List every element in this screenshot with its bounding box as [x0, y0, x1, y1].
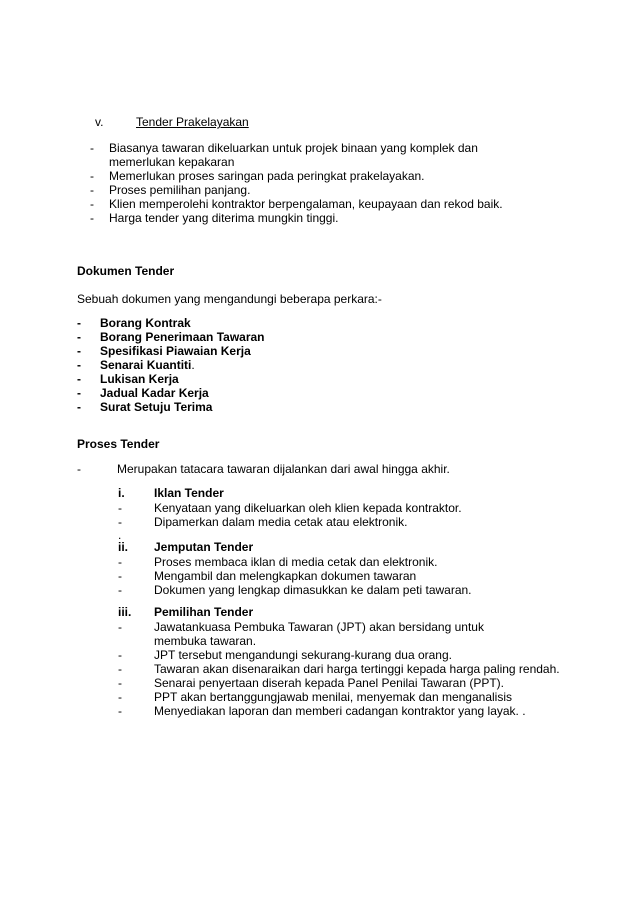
bullet-dash: -	[77, 386, 81, 400]
list-item: Tawaran akan disenaraikan dari harga tertinggi kepada harga paling rendah.	[154, 662, 560, 676]
bullet-dash: -	[118, 555, 122, 569]
bullet-dash: -	[90, 211, 94, 225]
subsection-title: Iklan Tender	[154, 486, 224, 500]
bullet-dash: -	[118, 704, 122, 718]
trailing-period: .	[191, 358, 195, 372]
subsection-title: Pemilihan Tender	[154, 605, 254, 619]
bullet-dash: -	[118, 569, 122, 583]
bullet-dash: -	[90, 169, 94, 183]
list-item	[100, 358, 195, 372]
list-item: Dokumen yang lengkap dimasukkan ke dalam peti tawaran.	[154, 583, 472, 597]
list-item: Lukisan Kerja	[100, 372, 179, 386]
subsection-numeral: i.	[118, 486, 125, 500]
bullet-dash: -	[77, 372, 81, 386]
bullet-dash: -	[77, 344, 81, 358]
list-item-text: Senarai Kuantiti	[100, 358, 192, 372]
bullet-dash: -	[77, 330, 81, 344]
bullet-dash: -	[90, 197, 94, 211]
stray-period: .	[118, 528, 122, 542]
list-item: Harga tender yang diterima mungkin tinggi.	[109, 211, 339, 225]
subsection-numeral: iii.	[118, 605, 132, 619]
section-numeral: v.	[95, 115, 104, 129]
list-item: Jadual Kadar Kerja	[100, 386, 209, 400]
list-item: Klien memperolehi kontraktor berpengalaman, keupayaan dan rekod baik.	[109, 197, 503, 211]
paragraph: Sebuah dokumen yang mengandungi beberapa perkara:-	[77, 292, 382, 306]
subsection-title: Jemputan Tender	[154, 540, 254, 554]
list-item: Kenyataan yang dikeluarkan oleh klien kepada kontraktor.	[154, 501, 462, 515]
list-item: Biasanya tawaran dikeluarkan untuk projek binaan yang komplek dan memerlukan kepakaran	[109, 141, 478, 169]
bullet-dash: -	[118, 690, 122, 704]
bullet-dash: -	[118, 662, 122, 676]
list-item: Borang Penerimaan Tawaran	[100, 330, 265, 344]
list-item: Memerlukan proses saringan pada peringkat prakelayakan.	[109, 169, 425, 183]
bullet-dash: -	[118, 515, 122, 529]
paragraph: Merupakan tatacara tawaran dijalankan dari awal hingga akhir.	[117, 462, 450, 476]
section-heading: Dokumen Tender	[77, 264, 175, 278]
list-item: Borang Kontrak	[100, 316, 191, 330]
list-item: Proses membaca iklan di media cetak dan elektronik.	[154, 555, 438, 569]
bullet-dash: -	[118, 501, 122, 515]
bullet-dash: -	[77, 358, 81, 372]
bullet-dash: -	[77, 316, 81, 330]
list-item: Spesifikasi Piawaian Kerja	[100, 344, 251, 358]
bullet-dash: -	[118, 620, 122, 634]
list-item: JPT tersebut mengandungi sekurang-kurang dua orang.	[154, 648, 452, 662]
list-item: Jawatankuasa Pembuka Tawaran (JPT) akan bersidang untuk membuka tawaran.	[154, 620, 484, 648]
list-item: Mengambil dan melengkapkan dokumen tawaran	[154, 569, 417, 583]
bullet-dash: -	[90, 183, 94, 197]
bullet-dash: -	[118, 648, 122, 662]
list-item: Proses pemilihan panjang.	[109, 183, 251, 197]
bullet-dash: -	[118, 583, 122, 597]
bullet-dash: -	[77, 462, 81, 476]
section-heading: Proses Tender	[77, 437, 160, 451]
list-item: PPT akan bertanggungjawab menilai, menyemak dan menganalisis	[154, 690, 512, 704]
bullet-dash: -	[77, 400, 81, 414]
bullet-dash: -	[90, 141, 94, 155]
section-title: Tender Prakelayakan	[136, 115, 249, 129]
list-item: Senarai penyertaan diserah kepada Panel Penilai Tawaran (PPT).	[154, 676, 504, 690]
list-item: Surat Setuju Terima	[100, 400, 213, 414]
list-item: Dipamerkan dalam media cetak atau elektronik.	[154, 515, 408, 529]
subsection-numeral: ii.	[118, 540, 129, 554]
list-item: Menyediakan laporan dan memberi cadangan kontraktor yang layak. .	[154, 704, 526, 718]
bullet-dash: -	[118, 676, 122, 690]
